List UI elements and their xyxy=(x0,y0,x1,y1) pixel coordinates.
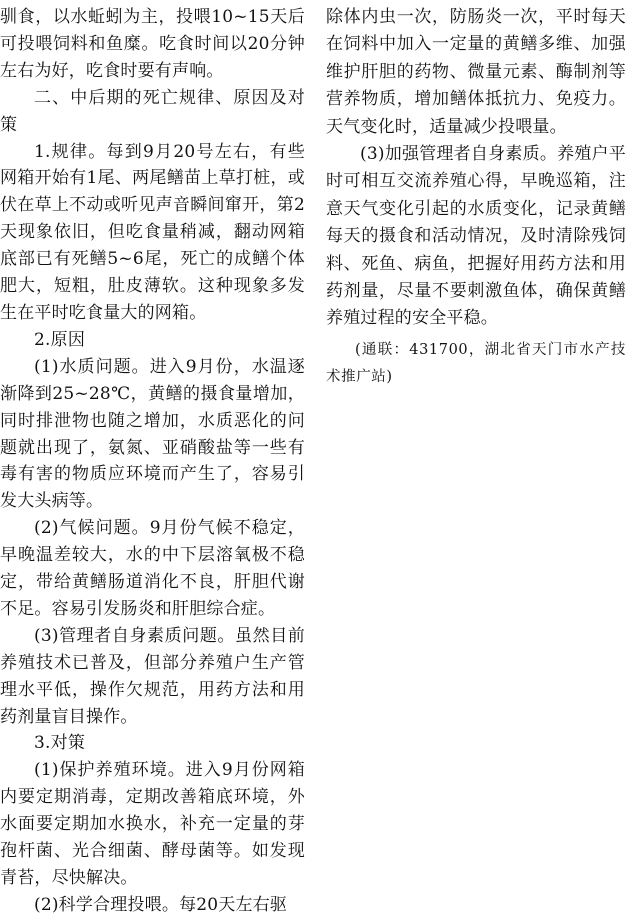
paragraph-continuation: 除体内虫一次，防肠炎一次，平时每天在饲料中加入一定量的黄鳝多维、加强维护肝胆的药物、微量元素、酶制剂等营养物质，增加鳝体抵抗力、免疫力。天气变化时，适量减少投喂量。 xyxy=(326,7,626,137)
paragraph: (3)加强管理者自身素质。养殖户平时可相互交流养殖心得，早晚巡箱，注意天气变化引起的水质变化，记录黄鳝每天的摄食和活动情况，及时清除残饲料、死鱼、病鱼，把握好用药方法和用药剂量，尽量不要刺激鱼体，确保黄鳝养殖过程的安全平稳。 xyxy=(326,144,626,329)
right-column xyxy=(326,4,626,391)
paragraph-continuation: 驯食，以水蚯蚓为主，投喂10~15天后可投喂饲料和鱼糜。吃食时间以20分钟左右为好，吃食时要有声响。 xyxy=(0,7,305,81)
paragraph: (2)科学合理投喂。每20天左右驱 xyxy=(34,894,288,915)
left-column xyxy=(0,4,305,919)
paragraph: (1)保护养殖环境。进入9月份网箱内要定期消毒，定期改善箱底环境，外水面要定期加水换水，补充一定量的芽孢杆菌、光合细菌、酵母菌等。如发现青苔，尽快解决。 xyxy=(0,760,305,888)
contact-info: (通联：431700，湖北省天门市水产技术推广站) xyxy=(326,341,626,385)
paragraph: (3)管理者自身素质问题。虽然目前养殖技术已普及，但部分养殖户生产管理水平低，操作欠规范，用药方法和用药剂量盲目操作。 xyxy=(0,625,305,727)
paragraph: 1.规律。每到9月20号左右，有些网箱开始有1尾、两尾鳝苗上草打桩，或伏在草上不动或听见声音瞬间窜开，第2天现象依旧，但吃食量稍减，翻动网箱底部已有死鳝5~6尾，死亡的成鳝个体肥大，短粗，肚皮薄软。这种现象多发生在平时吃食量大的网箱。 xyxy=(0,141,305,323)
section-heading: 二、中后期的死亡规律、原因及对策 xyxy=(0,87,305,135)
subsection-heading: 2.原因 xyxy=(34,329,86,350)
paragraph: (2)气候问题。9月份气候不稳定，早晚温差较大，水的中下层溶氧极不稳定，带给黄鳝肠道消化不良，肝胆代谢不足。容易引发肠炎和肝胆综合症。 xyxy=(0,518,305,619)
subsection-heading: 3.对策 xyxy=(34,733,86,754)
paragraph: (1)水质问题。进入9月份，水温逐渐降到25~28℃，黄鳝的摄食量增加，同时排泄物也随之增加，水质恶化的问题就出现了，氨氮、亚硝酸盐等一些有毒有害的物质应环境而产生了，容易引发大头病等。 xyxy=(0,356,305,512)
